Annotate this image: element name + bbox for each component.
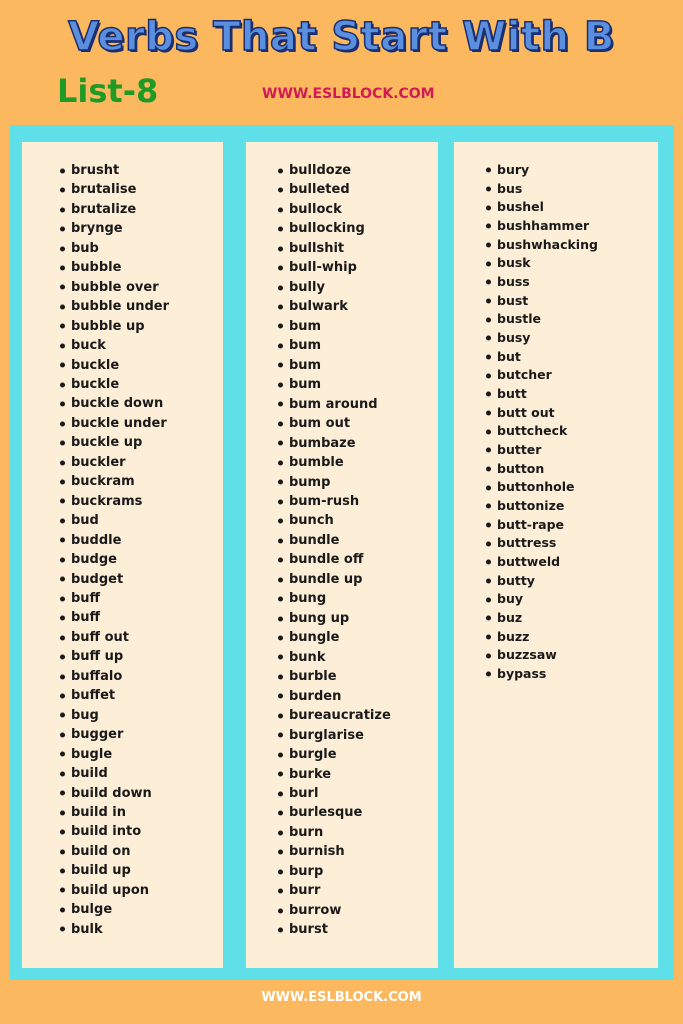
- verb-list-item: burglarise: [289, 726, 438, 745]
- verb-list-item: bum: [289, 317, 438, 336]
- verb-list-item: buckle up: [71, 433, 223, 452]
- verb-list-item: bureaucratize: [289, 706, 438, 725]
- verb-list-item: budget: [71, 570, 223, 589]
- verb-list-item: buckrams: [71, 492, 223, 511]
- verb-list-item: build on: [71, 842, 223, 861]
- verb-list-item: buffet: [71, 686, 223, 705]
- verb-list-item: bulldoze: [289, 161, 438, 180]
- verb-list-item: bungle: [289, 628, 438, 647]
- verb-list-item: bullshit: [289, 239, 438, 258]
- website-url-top: WWW.ESLBLOCK.COM: [262, 86, 435, 102]
- verb-list-item: bundle up: [289, 570, 438, 589]
- verb-list-item: bugger: [71, 725, 223, 744]
- verb-list-item: bunk: [289, 648, 438, 667]
- verb-list-item: burnish: [289, 842, 438, 861]
- verb-list-item: butt out: [497, 404, 658, 423]
- verb-list-item: buff: [71, 589, 223, 608]
- verb-list-item: bum around: [289, 395, 438, 414]
- verb-list-item: bushhammer: [497, 217, 658, 236]
- verb-list-item: bus: [497, 180, 658, 199]
- verb-list-item: bum: [289, 375, 438, 394]
- verb-list-item: bubble: [71, 258, 223, 277]
- word-list-1: [22, 142, 223, 939]
- verb-list-item: bubble up: [71, 317, 223, 336]
- verb-list-item: burble: [289, 667, 438, 686]
- verb-list-item: butt: [497, 385, 658, 404]
- verb-list-item: bung: [289, 589, 438, 608]
- word-column-3: [454, 142, 658, 968]
- verb-list-item: bullock: [289, 200, 438, 219]
- verb-list-item: butcher: [497, 366, 658, 385]
- verb-list-item: bypass: [497, 665, 658, 684]
- verb-list-item: buzz: [497, 628, 658, 647]
- verb-list-item: buddle: [71, 531, 223, 550]
- verb-list-item: bull-whip: [289, 258, 438, 277]
- verb-list-item: button: [497, 460, 658, 479]
- verb-list-item: buz: [497, 609, 658, 628]
- verb-list-item: bugle: [71, 745, 223, 764]
- word-column-1: [22, 142, 223, 968]
- verb-list-item: bubble over: [71, 278, 223, 297]
- verb-list-item: buckler: [71, 453, 223, 472]
- verb-list-item: brutalise: [71, 180, 223, 199]
- verb-list-item: bushwhacking: [497, 236, 658, 255]
- verb-list-item: bum: [289, 336, 438, 355]
- verb-list-item: buckram: [71, 472, 223, 491]
- verb-list-item: bustle: [497, 310, 658, 329]
- verb-list-item: budge: [71, 550, 223, 569]
- verb-list-item: bundle: [289, 531, 438, 550]
- verb-list-item: buffalo: [71, 667, 223, 686]
- verb-list-item: buttress: [497, 534, 658, 553]
- verb-list-item: buff out: [71, 628, 223, 647]
- verb-list-item: brusht: [71, 161, 223, 180]
- word-list-2: [246, 142, 438, 940]
- verb-list-item: busy: [497, 329, 658, 348]
- verb-list-item: bunch: [289, 511, 438, 530]
- word-list-3: [454, 142, 658, 684]
- verb-list-item: build upon: [71, 881, 223, 900]
- verb-list-item: burn: [289, 823, 438, 842]
- verb-list-item: buff: [71, 608, 223, 627]
- verb-list-item: bumble: [289, 453, 438, 472]
- verb-list-item: burke: [289, 765, 438, 784]
- verb-list-item: butter: [497, 441, 658, 460]
- verb-list-item: burrow: [289, 901, 438, 920]
- verb-list-item: buttweld: [497, 553, 658, 572]
- verb-list-item: bump: [289, 473, 438, 492]
- verb-list-item: build in: [71, 803, 223, 822]
- verb-list-item: bulk: [71, 920, 223, 939]
- verb-list-item: bulleted: [289, 180, 438, 199]
- verb-list-item: brutalize: [71, 200, 223, 219]
- word-list-frame: [10, 125, 674, 980]
- verb-list-item: burl: [289, 784, 438, 803]
- verb-list-item: bung up: [289, 609, 438, 628]
- verb-list-item: bulge: [71, 900, 223, 919]
- verb-list-item: burgle: [289, 745, 438, 764]
- website-url-bottom: WWW.ESLBLOCK.COM: [261, 990, 422, 1005]
- verb-list-item: bundle off: [289, 550, 438, 569]
- verb-list-item: brynge: [71, 219, 223, 238]
- verb-list-item: buss: [497, 273, 658, 292]
- verb-list-item: bum out: [289, 414, 438, 433]
- verb-list-item: burlesque: [289, 803, 438, 822]
- verb-list-item: buttonize: [497, 497, 658, 516]
- verb-list-item: bumbaze: [289, 434, 438, 453]
- verb-list-item: build up: [71, 861, 223, 880]
- verb-list-item: butty: [497, 572, 658, 591]
- verb-list-item: bullocking: [289, 219, 438, 238]
- verb-list-item: bully: [289, 278, 438, 297]
- verb-list-item: buckle: [71, 375, 223, 394]
- list-number-label: List-8: [57, 72, 159, 110]
- word-column-2: [246, 142, 438, 968]
- verb-list-item: bulwark: [289, 297, 438, 316]
- verb-list-item: buff up: [71, 647, 223, 666]
- verb-list-item: buckle under: [71, 414, 223, 433]
- verb-list-item: burr: [289, 881, 438, 900]
- verb-list-item: burden: [289, 687, 438, 706]
- verb-list-item: but: [497, 348, 658, 367]
- verb-list-item: buzzsaw: [497, 646, 658, 665]
- verb-list-item: buck: [71, 336, 223, 355]
- verb-list-item: bug: [71, 706, 223, 725]
- verb-list-item: buy: [497, 590, 658, 609]
- verb-list-item: bubble under: [71, 297, 223, 316]
- verb-list-item: bub: [71, 239, 223, 258]
- verb-list-item: busk: [497, 254, 658, 273]
- verb-list-item: buttonhole: [497, 478, 658, 497]
- verb-list-item: bury: [497, 161, 658, 180]
- verb-list-item: bushel: [497, 198, 658, 217]
- verb-list-item: burp: [289, 862, 438, 881]
- page-title: Verbs That Start With B: [68, 14, 615, 60]
- verb-list-item: buckle: [71, 356, 223, 375]
- verb-list-item: build down: [71, 784, 223, 803]
- verb-list-item: burst: [289, 920, 438, 939]
- verb-list-item: buckle down: [71, 394, 223, 413]
- verb-list-item: build: [71, 764, 223, 783]
- verb-list-item: bum-rush: [289, 492, 438, 511]
- verb-list-item: bud: [71, 511, 223, 530]
- verb-list-item: bust: [497, 292, 658, 311]
- verb-list-item: butt-rape: [497, 516, 658, 535]
- verb-list-item: bum: [289, 356, 438, 375]
- verb-list-item: buttcheck: [497, 422, 658, 441]
- verb-list-item: build into: [71, 822, 223, 841]
